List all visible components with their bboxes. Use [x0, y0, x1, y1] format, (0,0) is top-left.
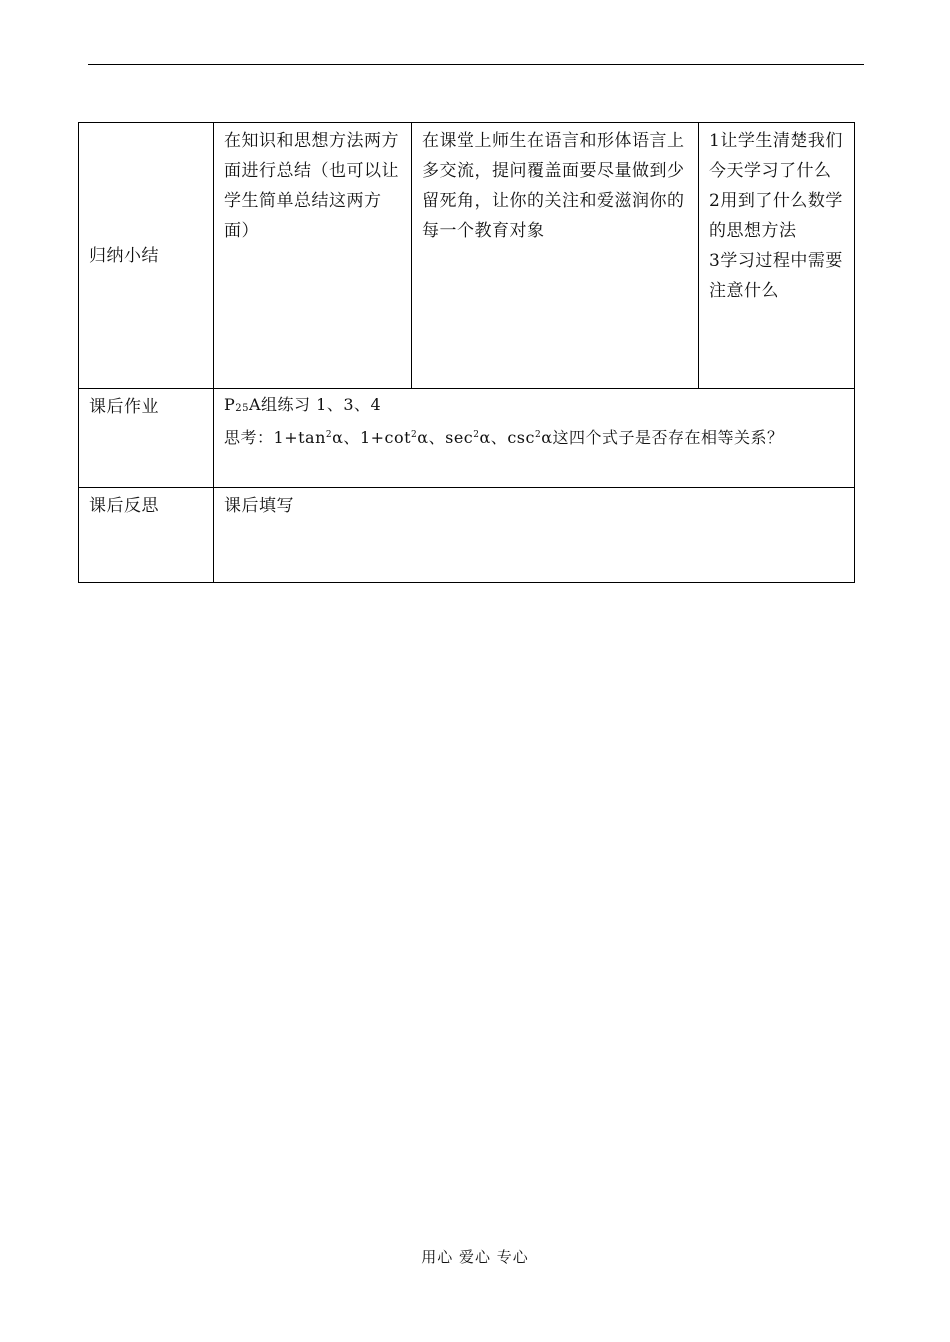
summary-row [79, 123, 855, 389]
summary-activity-cell: 在课堂上师生在语言和形体语言上多交流，提问覆盖面要尽量做到少留死角，让你的关注和爱滋润你的每一个教育对象 [412, 123, 699, 389]
homework-thinking-line: 思考：$1+\tan^2\alpha$、$1+\cot^2\alpha$、$\sec^2\alpha$、$\csc^2\alpha$这四个式子是否存在相等关系？ [224, 428, 784, 447]
page-footer: 用心 爱心 专心 [421, 1248, 529, 1266]
purpose-line-1: 1让学生清楚我们今天学习了什么 [709, 131, 843, 181]
lesson-plan-table [78, 122, 855, 583]
reflection-label: 课后反思 [79, 488, 214, 583]
header-rule [88, 64, 864, 65]
homework-content-cell [214, 389, 855, 488]
homework-label: 课后作业 [79, 389, 214, 488]
homework-row [79, 389, 855, 488]
summary-label: 归纳小结 [79, 123, 214, 389]
homework-exercise-line: $P_{25}A$组练习 1、3、4 [224, 395, 382, 414]
summary-purpose-cell [699, 123, 855, 389]
purpose-line-3: 3学习过程中需要注意什么 [709, 251, 843, 301]
reflection-row [79, 488, 855, 583]
reflection-content-cell: 课后填写 [214, 488, 855, 583]
purpose-line-2: 2用到了什么数学的思想方法 [709, 191, 843, 241]
summary-content-cell: 在知识和思想方法两方面进行总结（也可以让学生简单总结这两方面） [214, 123, 412, 389]
